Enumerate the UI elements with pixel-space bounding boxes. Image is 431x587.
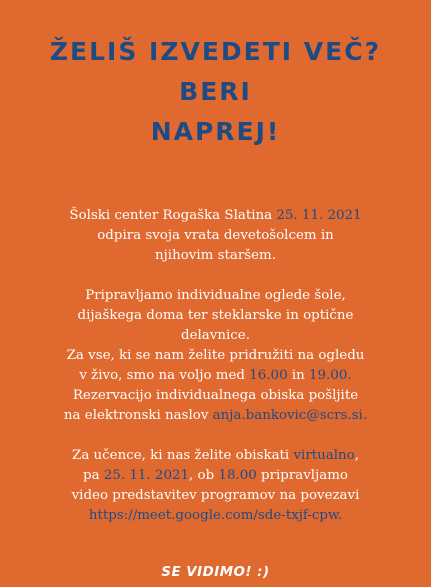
open-day-date: 25. 11. 2021 (276, 208, 362, 223)
intro-text: Šolski center Rogaška Slatina (69, 208, 277, 223)
virtual-date: 25. 11. 2021 (103, 468, 190, 483)
virtual-ob: , ob (189, 468, 219, 483)
virtual-comma: , (354, 448, 359, 463)
end-time: 19.00 (309, 368, 348, 383)
tours-line-7 (26, 406, 406, 426)
start-time: 16.00 (249, 368, 288, 383)
virtual-word: virtualno (293, 448, 355, 463)
tours-text: v živo, smo na voljo med (79, 368, 250, 383)
virtual-time: 18.00 (218, 468, 257, 483)
intro-line-2: odpira svoja vrata devetošolcem in (97, 228, 334, 243)
virtual-pa: pa (83, 468, 104, 483)
closing-text: SE VIDIMO! :) (161, 565, 270, 580)
virtual-rest: pripravljamo (256, 468, 348, 483)
page-title (26, 32, 406, 152)
tours-line-4: Za vse, ki se nam želite pridružiti na ogledu (66, 348, 365, 363)
intro-line-1 (26, 206, 406, 226)
paragraph-virtual (26, 446, 406, 526)
tours-period: . (347, 368, 352, 383)
virtual-line-2 (26, 466, 406, 486)
tours-line-5 (26, 366, 406, 386)
tours-line-3: delavnice. (181, 328, 250, 343)
tours-line-1: Pripravljamo individualne oglede šole, (85, 288, 346, 303)
virtual-line-1 (26, 446, 406, 466)
intro-line-3: njihovim staršem. (155, 248, 276, 263)
paragraph-tours (26, 286, 406, 426)
tours-line-6: Rezervacijo individualnega obiska pošljite (72, 388, 359, 403)
title-line-2: NAPREJ! (150, 117, 281, 146)
virtual-line-3: video predstavitev programov na povezavi (71, 488, 360, 503)
tours-line-2: dijaškega doma ter steklarske in optične (77, 308, 354, 323)
body-text (26, 206, 406, 583)
email-period: . (362, 408, 368, 423)
meet-period: . (337, 508, 343, 523)
meet-link[interactable]: https://meet.google.com/sde-txjf-cpw (88, 508, 338, 523)
virtual-line-4 (26, 506, 406, 526)
title-line-1: ŽELIŠ IZVEDETI VEČ? BERI (49, 37, 382, 106)
email-label: na elektronski naslov (63, 408, 213, 423)
email-link[interactable]: anja.bankovic@scrs.si (212, 408, 363, 423)
paragraph-intro (26, 206, 406, 266)
tours-connector: in (287, 368, 310, 383)
virtual-text: Za učence, ki nas želite obiskati (72, 448, 294, 463)
